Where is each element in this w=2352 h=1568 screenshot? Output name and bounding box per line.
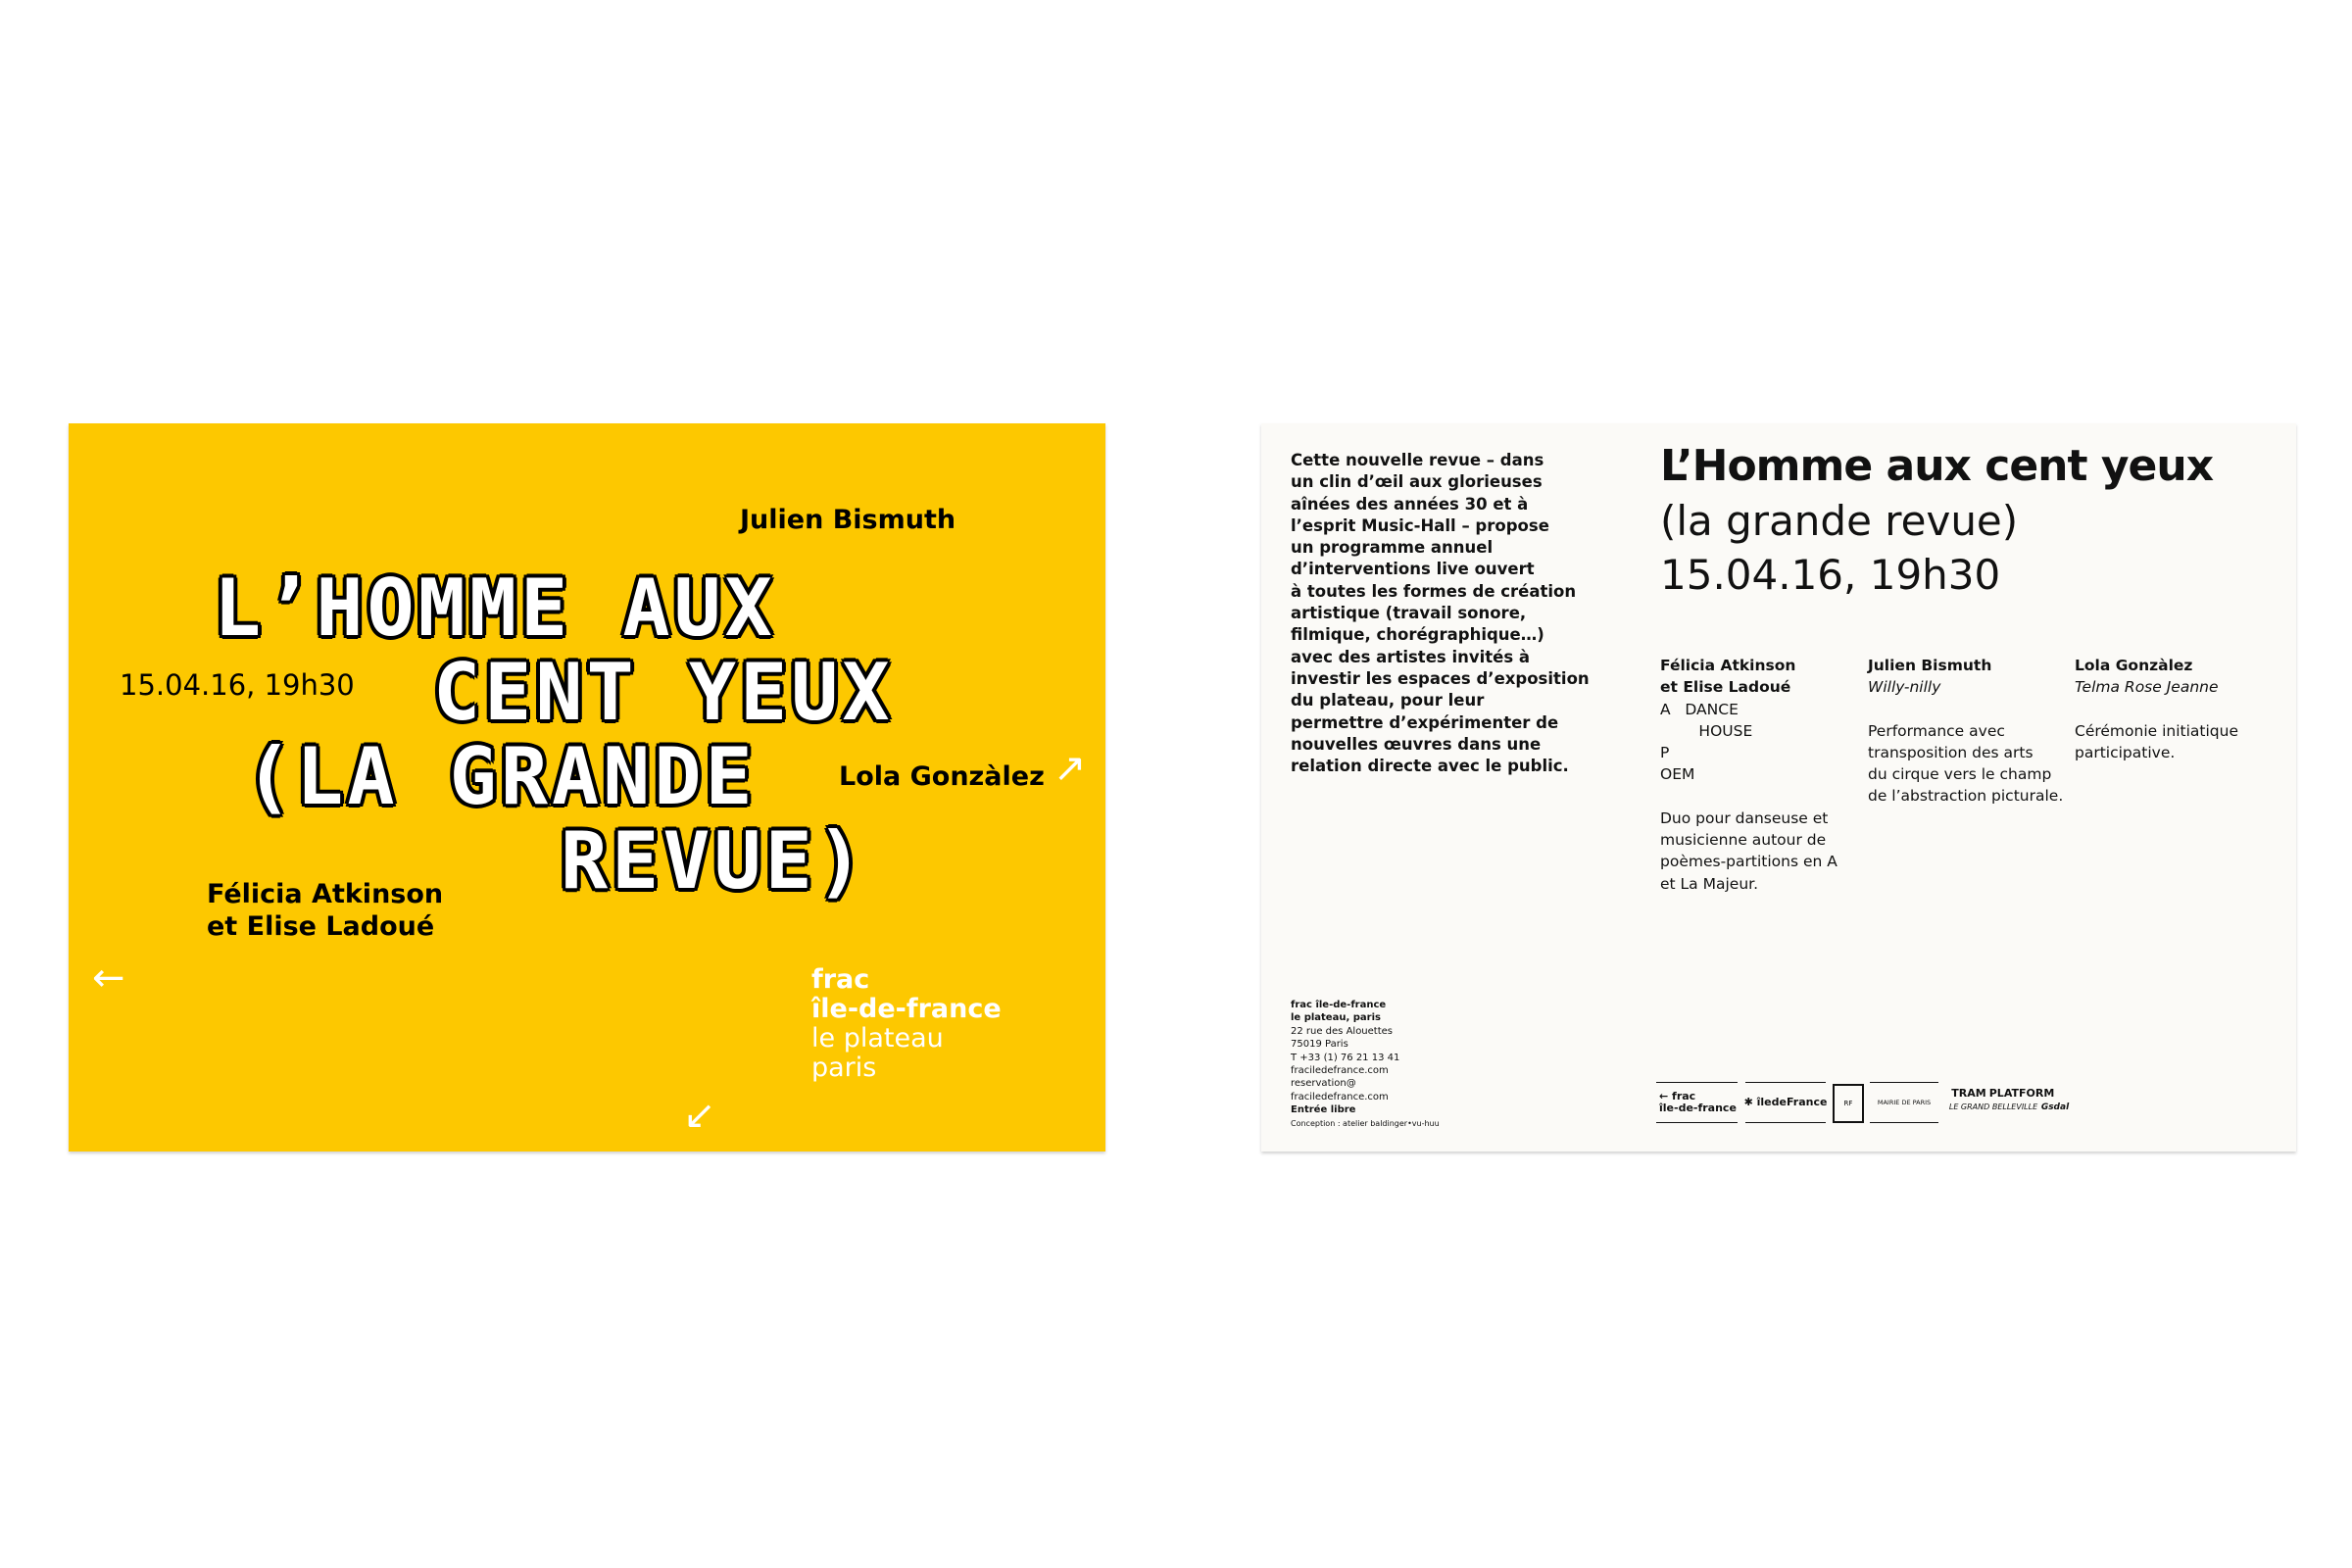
work-description-line: Duo pour danseuse et bbox=[1660, 808, 1829, 827]
intro-line: artistique (travail sonore, bbox=[1291, 604, 1527, 623]
arrow-left-icon: ← bbox=[92, 956, 125, 1001]
invitation-front bbox=[69, 423, 1105, 1152]
address-line: frac île-de-france bbox=[1291, 1000, 1387, 1010]
title-line: (LA GRANDE bbox=[245, 731, 757, 822]
artist-name: Julien Bismuth bbox=[1868, 657, 1992, 674]
work-title-line: HOUSE bbox=[1660, 721, 1753, 740]
address-line: T +33 (1) 76 21 13 41 bbox=[1291, 1052, 1400, 1063]
address-line: 75019 Paris bbox=[1291, 1039, 1348, 1051]
artist-column-gonzalez bbox=[2075, 655, 2271, 763]
work-description-line: musicienne autour de bbox=[1660, 831, 1827, 850]
arrow-down-left-icon: ↙ bbox=[683, 1093, 716, 1138]
logo-text: île-de-france bbox=[1659, 1102, 1737, 1114]
intro-line: avec des artistes invités à bbox=[1291, 647, 1531, 666]
intro-line: nouvelles œuvres dans une bbox=[1291, 734, 1542, 754]
intro-line: d’interventions live ouvert bbox=[1291, 560, 1535, 579]
intro-line: un clin d’œil aux glorieuses bbox=[1291, 472, 1543, 492]
frac-partner-logo bbox=[1656, 1082, 1738, 1123]
work-description-line: transposition des arts bbox=[1868, 743, 2034, 761]
artist-name: Lola Gonzàlez bbox=[2075, 657, 2193, 674]
work-title-line: A DANCE bbox=[1660, 700, 1739, 718]
title-line: REVUE) bbox=[561, 815, 867, 906]
title-line: L’HOMME AUX bbox=[214, 563, 776, 654]
intro-line: un programme annuel bbox=[1291, 538, 1494, 558]
logo-ile-de-france: île-de-france bbox=[811, 994, 1002, 1024]
work-description-line: du cirque vers le champ bbox=[1868, 765, 2052, 784]
intro-line: l’esprit Music-Hall – propose bbox=[1291, 515, 1549, 535]
venue-address bbox=[1291, 999, 1440, 1130]
work-description-line: Cérémonie initiatique bbox=[2075, 721, 2239, 740]
work-description-line: Performance avec bbox=[1868, 721, 2005, 740]
invitation-back bbox=[1261, 423, 2296, 1152]
intro-line: filmique, chorégraphique…) bbox=[1291, 625, 1544, 645]
intro-line: permettre d’expérimenter de bbox=[1291, 712, 1559, 732]
work-description-line: et La Majeur. bbox=[1660, 874, 1759, 893]
artist-julien-bismuth: Julien Bismuth bbox=[740, 505, 956, 535]
sponsor-logo: Gsdal bbox=[2040, 1102, 2070, 1112]
arrow-up-right-icon: ↗ bbox=[1054, 746, 1087, 791]
artist-name: Félicia Atkinson bbox=[1660, 657, 1796, 674]
tram-logo: TRAM bbox=[1951, 1087, 1986, 1100]
event-date: 15.04.16, 19h30 bbox=[120, 668, 355, 702]
logo-frac: frac bbox=[811, 964, 870, 995]
address-line: le plateau, paris bbox=[1291, 1012, 1381, 1024]
work-title-line: OEM bbox=[1660, 765, 1695, 784]
intro-line: à toutes les formes de création bbox=[1291, 581, 1577, 601]
intro-line: relation directe avec le public. bbox=[1291, 757, 1569, 776]
logo-paris: paris bbox=[811, 1053, 877, 1083]
work-title-line: P bbox=[1660, 744, 1670, 762]
work-title: Willy-nilly bbox=[1868, 678, 1941, 697]
artist-lola-gonzalez: Lola Gonzàlez bbox=[839, 761, 1045, 792]
artist-name: et Elise Ladoué bbox=[1660, 678, 1791, 697]
address-line: fraciledefrance.com bbox=[1291, 1091, 1389, 1102]
work-description-line: de l’abstraction picturale. bbox=[1868, 787, 2064, 806]
back-date: 15.04.16, 19h30 bbox=[1660, 551, 2001, 599]
work-description-line: poèmes-partitions en A bbox=[1660, 853, 1838, 871]
artist-column-bismuth bbox=[1868, 655, 2064, 808]
work-title: Telma Rose Jeanne bbox=[2075, 678, 2219, 697]
platform-logo: PLATFORM bbox=[1988, 1087, 2055, 1100]
design-credit: Conception : atelier baldinger•vu-huu bbox=[1291, 1118, 1440, 1128]
work-description-line: participative. bbox=[2075, 743, 2176, 761]
ministry-seal-icon: RF bbox=[1833, 1084, 1864, 1123]
intro-line: investir les espaces d’exposition bbox=[1291, 668, 1590, 688]
mairie-de-paris-logo: MAIRIE DE PARIS bbox=[1870, 1082, 1938, 1123]
intro-line: du plateau, pour leur bbox=[1291, 691, 1485, 710]
back-subtitle: (la grande revue) bbox=[1660, 497, 2019, 545]
address-line: 22 rue des Alouettes bbox=[1291, 1025, 1394, 1037]
logo-le-plateau: le plateau bbox=[811, 1023, 944, 1054]
logo-text: ← frac bbox=[1659, 1090, 1696, 1102]
intro-line: aînées des années 30 et à bbox=[1291, 494, 1529, 514]
iledefrance-logo: ✱ îledeFrance bbox=[1745, 1082, 1826, 1123]
address-line: reservation@ bbox=[1291, 1078, 1356, 1090]
artist-elise-ladoue: et Elise Ladoué bbox=[207, 911, 435, 942]
address-line: fraciledefrance.com bbox=[1291, 1065, 1389, 1077]
grand-belleville-logo: LE GRAND BELLEVILLE bbox=[1948, 1102, 2038, 1111]
intro-text bbox=[1291, 450, 1590, 777]
artist-felicia-atkinson: Félicia Atkinson bbox=[207, 879, 444, 909]
title-line: CENT YEUX bbox=[433, 647, 894, 738]
address-line: Entrée libre bbox=[1291, 1104, 1356, 1116]
artist-column-atkinson-ladoue bbox=[1660, 655, 1856, 895]
intro-line: Cette nouvelle revue – dans bbox=[1291, 451, 1544, 469]
back-title: L’Homme aux cent yeux bbox=[1660, 441, 2214, 491]
